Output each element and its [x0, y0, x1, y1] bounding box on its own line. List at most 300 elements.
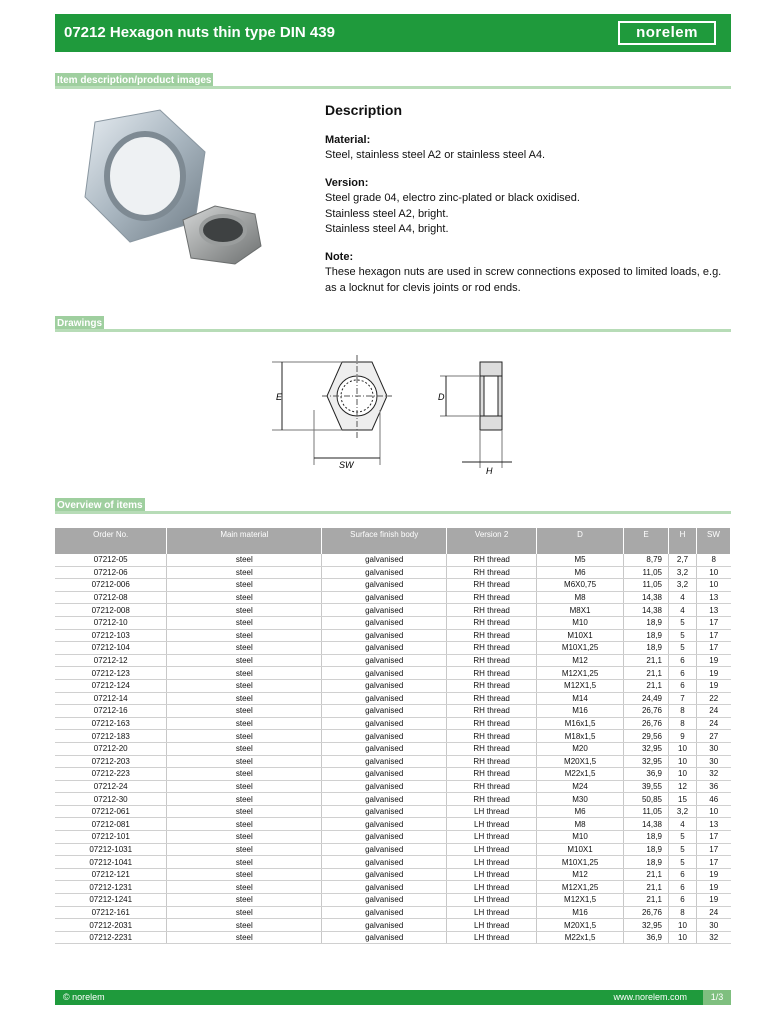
label-sw: SW: [339, 460, 354, 470]
table-cell: RH thread: [447, 554, 537, 566]
table-row: [55, 667, 731, 680]
table-cell: 14,38: [624, 818, 669, 831]
table-cell: M14: [537, 692, 624, 705]
table-cell: 18,9: [624, 831, 669, 844]
label-d: D: [438, 392, 445, 402]
table-cell: 30: [696, 742, 730, 755]
table-cell: 07212-24: [55, 780, 167, 793]
table-cell: 13: [696, 591, 730, 604]
table-cell: 5: [668, 843, 696, 856]
section-rule: [55, 511, 731, 514]
table-cell: M12X1,5: [537, 679, 624, 692]
table-cell: 8: [668, 906, 696, 919]
table-row: [55, 856, 731, 869]
table-cell: steel: [167, 768, 322, 781]
table-cell: LH thread: [447, 818, 537, 831]
table-cell: 10: [668, 755, 696, 768]
table-cell: 30: [696, 919, 730, 932]
section-label: Item description/product images: [57, 75, 212, 86]
table-cell: M20X1,5: [537, 919, 624, 932]
table-row: [55, 642, 731, 655]
table-cell: galvanised: [322, 805, 447, 818]
table-cell: 36: [696, 780, 730, 793]
table-cell: 3,2: [668, 566, 696, 579]
table-cell: 2,7: [668, 554, 696, 566]
table-cell: 7: [668, 692, 696, 705]
table-row: [55, 554, 731, 566]
table-row: [55, 730, 731, 743]
table-cell: 07212-10: [55, 616, 167, 629]
table-cell: steel: [167, 868, 322, 881]
table-cell: 5: [668, 616, 696, 629]
table-row: [55, 566, 731, 579]
table-row: [55, 894, 731, 907]
label-h: H: [486, 466, 493, 475]
table-cell: 4: [668, 591, 696, 604]
table-cell: 07212-06: [55, 566, 167, 579]
table-cell: 36,9: [624, 768, 669, 781]
table-cell: 26,76: [624, 705, 669, 718]
table-row: [55, 906, 731, 919]
table-cell: LH thread: [447, 831, 537, 844]
table-cell: M18x1,5: [537, 730, 624, 743]
col-header: Order No.: [55, 528, 167, 554]
table-cell: M8: [537, 591, 624, 604]
table-cell: steel: [167, 579, 322, 592]
table-cell: 07212-006: [55, 579, 167, 592]
table-cell: M30: [537, 793, 624, 806]
table-cell: M10X1,25: [537, 856, 624, 869]
table-cell: 22: [696, 692, 730, 705]
table-row: [55, 705, 731, 718]
table-cell: 21,1: [624, 894, 669, 907]
table-cell: 46: [696, 793, 730, 806]
table-cell: galvanised: [322, 642, 447, 655]
table-cell: 07212-1241: [55, 894, 167, 907]
table-cell: 4: [668, 818, 696, 831]
table-cell: 6: [668, 868, 696, 881]
table-cell: M8X1: [537, 604, 624, 617]
table-cell: 07212-30: [55, 793, 167, 806]
table-cell: M5: [537, 554, 624, 566]
table-cell: galvanised: [322, 730, 447, 743]
table-cell: 9: [668, 730, 696, 743]
table-cell: 26,76: [624, 717, 669, 730]
table-cell: LH thread: [447, 919, 537, 932]
table-cell: steel: [167, 755, 322, 768]
table-cell: 6: [668, 667, 696, 680]
table-cell: 07212-081: [55, 818, 167, 831]
table-cell: steel: [167, 654, 322, 667]
table-cell: 17: [696, 856, 730, 869]
table-cell: RH thread: [447, 780, 537, 793]
table-cell: 07212-123: [55, 667, 167, 680]
table-cell: 19: [696, 894, 730, 907]
table-cell: 36,9: [624, 931, 669, 944]
section-label: Overview of items: [57, 500, 143, 511]
col-header: SW: [696, 528, 730, 554]
table-cell: M10X1: [537, 843, 624, 856]
table-cell: 10: [668, 919, 696, 932]
table-row: [55, 768, 731, 781]
table-cell: 5: [668, 831, 696, 844]
table-cell: LH thread: [447, 881, 537, 894]
table-cell: steel: [167, 856, 322, 869]
table-row: [55, 742, 731, 755]
table-row: [55, 919, 731, 932]
table-cell: 07212-20: [55, 742, 167, 755]
table-cell: 07212-161: [55, 906, 167, 919]
table-header-row: [55, 528, 731, 554]
table-cell: galvanised: [322, 868, 447, 881]
table-cell: 07212-1041: [55, 856, 167, 869]
table-cell: 19: [696, 881, 730, 894]
table-cell: galvanised: [322, 629, 447, 642]
table-cell: galvanised: [322, 705, 447, 718]
product-photo: [55, 102, 275, 284]
table-cell: 15: [668, 793, 696, 806]
table-cell: LH thread: [447, 894, 537, 907]
table-cell: 10: [668, 742, 696, 755]
table-cell: 3,2: [668, 805, 696, 818]
table-row: [55, 579, 731, 592]
table-cell: galvanised: [322, 755, 447, 768]
col-header: Version 2: [447, 528, 537, 554]
col-header: H: [668, 528, 696, 554]
section-rule: [55, 329, 731, 332]
table-cell: 6: [668, 679, 696, 692]
table-cell: 07212-12: [55, 654, 167, 667]
table-cell: LH thread: [447, 856, 537, 869]
table-cell: steel: [167, 566, 322, 579]
table-cell: steel: [167, 931, 322, 944]
table-row: [55, 831, 731, 844]
note-text: These hexagon nuts are used in screw connections exposed to limited loads, e.g. as a locknut for clevis joints or rod ends.: [325, 266, 722, 294]
table-cell: RH thread: [447, 692, 537, 705]
table-cell: galvanised: [322, 780, 447, 793]
table-cell: RH thread: [447, 654, 537, 667]
norelem-logo: norelem: [618, 21, 716, 45]
table-cell: M22x1,5: [537, 931, 624, 944]
table-cell: M20X1,5: [537, 755, 624, 768]
table-cell: 8,79: [624, 554, 669, 566]
table-cell: 19: [696, 679, 730, 692]
table-cell: 07212-101: [55, 831, 167, 844]
table-cell: galvanised: [322, 604, 447, 617]
col-header: E: [624, 528, 669, 554]
table-row: [55, 755, 731, 768]
table-cell: steel: [167, 906, 322, 919]
table-cell: galvanised: [322, 843, 447, 856]
table-cell: 6: [668, 654, 696, 667]
table-row: [55, 931, 731, 944]
table-cell: 11,05: [624, 566, 669, 579]
table-cell: 26,76: [624, 906, 669, 919]
table-cell: galvanised: [322, 679, 447, 692]
table-cell: steel: [167, 881, 322, 894]
table-cell: 07212-14: [55, 692, 167, 705]
table-cell: 6: [668, 894, 696, 907]
table-cell: RH thread: [447, 591, 537, 604]
table-cell: 07212-08: [55, 591, 167, 604]
table-cell: 07212-1031: [55, 843, 167, 856]
table-cell: 07212-223: [55, 768, 167, 781]
table-cell: 24: [696, 906, 730, 919]
table-cell: galvanised: [322, 591, 447, 604]
table-cell: 18,9: [624, 856, 669, 869]
table-cell: 07212-061: [55, 805, 167, 818]
table-cell: steel: [167, 667, 322, 680]
table-cell: galvanised: [322, 831, 447, 844]
table-cell: 14,38: [624, 604, 669, 617]
table-cell: 5: [668, 856, 696, 869]
table-cell: 8: [668, 717, 696, 730]
table-cell: M16: [537, 705, 624, 718]
table-cell: steel: [167, 818, 322, 831]
description-heading: Description: [325, 102, 403, 118]
table-cell: 10: [696, 566, 730, 579]
table-row: [55, 780, 731, 793]
table-cell: 50,85: [624, 793, 669, 806]
table-row: [55, 692, 731, 705]
table-cell: galvanised: [322, 742, 447, 755]
table-cell: LH thread: [447, 805, 537, 818]
table-cell: 21,1: [624, 868, 669, 881]
table-cell: galvanised: [322, 856, 447, 869]
table-cell: galvanised: [322, 654, 447, 667]
table-cell: M6X0,75: [537, 579, 624, 592]
version-line: Steel grade 04, electro zinc-plated or black oxidised.: [325, 192, 580, 204]
table-cell: M24: [537, 780, 624, 793]
table-cell: 32: [696, 768, 730, 781]
table-cell: 17: [696, 843, 730, 856]
table-cell: 8: [696, 554, 730, 566]
table-cell: galvanised: [322, 894, 447, 907]
table-cell: 07212-16: [55, 705, 167, 718]
table-cell: M22x1,5: [537, 768, 624, 781]
table-cell: 18,9: [624, 629, 669, 642]
table-cell: galvanised: [322, 768, 447, 781]
table-cell: 39,55: [624, 780, 669, 793]
table-cell: M10: [537, 616, 624, 629]
table-row: [55, 805, 731, 818]
small-nut-hole: [201, 216, 245, 244]
table-cell: steel: [167, 780, 322, 793]
table-cell: M10: [537, 831, 624, 844]
table-row: [55, 679, 731, 692]
table-cell: 07212-124: [55, 679, 167, 692]
table-cell: galvanised: [322, 717, 447, 730]
table-row: [55, 604, 731, 617]
table-cell: 3,2: [668, 579, 696, 592]
table-cell: 21,1: [624, 654, 669, 667]
table-row: [55, 793, 731, 806]
table-cell: LH thread: [447, 931, 537, 944]
table-cell: steel: [167, 692, 322, 705]
table-cell: galvanised: [322, 881, 447, 894]
table-cell: steel: [167, 705, 322, 718]
table-cell: RH thread: [447, 629, 537, 642]
table-cell: M6: [537, 805, 624, 818]
table-cell: 07212-2231: [55, 931, 167, 944]
table-cell: galvanised: [322, 931, 447, 944]
table-cell: RH thread: [447, 742, 537, 755]
section-rule: [55, 86, 731, 89]
table-cell: RH thread: [447, 616, 537, 629]
table-cell: 18,9: [624, 843, 669, 856]
table-cell: 11,05: [624, 579, 669, 592]
table-cell: RH thread: [447, 642, 537, 655]
table-row: [55, 717, 731, 730]
table-cell: 11,05: [624, 805, 669, 818]
table-cell: LH thread: [447, 906, 537, 919]
table-cell: M16x1,5: [537, 717, 624, 730]
table-row: [55, 881, 731, 894]
table-cell: 10: [696, 805, 730, 818]
table-cell: galvanised: [322, 616, 447, 629]
table-cell: M8: [537, 818, 624, 831]
table-cell: steel: [167, 805, 322, 818]
table-cell: M12X1,5: [537, 894, 624, 907]
col-header: Main material: [167, 528, 322, 554]
table-cell: RH thread: [447, 755, 537, 768]
table-cell: M10X1,25: [537, 642, 624, 655]
table-cell: galvanised: [322, 919, 447, 932]
table-cell: 19: [696, 667, 730, 680]
table-cell: steel: [167, 591, 322, 604]
table-cell: RH thread: [447, 768, 537, 781]
table-cell: 07212-163: [55, 717, 167, 730]
section-label: Drawings: [57, 318, 103, 329]
table-cell: steel: [167, 793, 322, 806]
table-row: [55, 591, 731, 604]
section-overview: [55, 498, 731, 514]
table-cell: 10: [668, 931, 696, 944]
table-cell: 07212-203: [55, 755, 167, 768]
large-nut-hole: [107, 134, 183, 218]
material-label: Material:: [325, 133, 371, 146]
table-cell: steel: [167, 717, 322, 730]
table-cell: steel: [167, 604, 322, 617]
table-cell: steel: [167, 629, 322, 642]
table-cell: steel: [167, 894, 322, 907]
table-cell: 8: [668, 705, 696, 718]
table-cell: M12X1,25: [537, 881, 624, 894]
table-cell: 14,38: [624, 591, 669, 604]
table-cell: 32,95: [624, 919, 669, 932]
table-cell: 13: [696, 604, 730, 617]
table-cell: RH thread: [447, 679, 537, 692]
table-row: [55, 629, 731, 642]
description-block: [325, 103, 730, 296]
col-header: Surface finish body: [322, 528, 447, 554]
table-cell: steel: [167, 554, 322, 566]
table-cell: 27: [696, 730, 730, 743]
table-cell: 5: [668, 642, 696, 655]
table-cell: steel: [167, 831, 322, 844]
col-header: D: [537, 528, 624, 554]
table-cell: 19: [696, 868, 730, 881]
table-row: [55, 616, 731, 629]
table-cell: LH thread: [447, 843, 537, 856]
table-cell: galvanised: [322, 906, 447, 919]
table-cell: steel: [167, 679, 322, 692]
table-cell: galvanised: [322, 579, 447, 592]
table-cell: galvanised: [322, 566, 447, 579]
table-cell: M6: [537, 566, 624, 579]
table-cell: 07212-1231: [55, 881, 167, 894]
material-text: Steel, stainless steel A2 or stainless steel A4.: [325, 149, 546, 161]
table-cell: 32: [696, 931, 730, 944]
table-cell: RH thread: [447, 579, 537, 592]
table-cell: 17: [696, 616, 730, 629]
section-item-description: [55, 73, 731, 89]
website-link[interactable]: www.norelem.com: [613, 992, 687, 1002]
table-cell: galvanised: [322, 554, 447, 566]
table-cell: 18,9: [624, 616, 669, 629]
table-cell: RH thread: [447, 566, 537, 579]
table-cell: RH thread: [447, 667, 537, 680]
table-cell: 07212-103: [55, 629, 167, 642]
table-cell: steel: [167, 843, 322, 856]
table-cell: 4: [668, 604, 696, 617]
note-label: Note:: [325, 250, 354, 263]
table-cell: M10X1: [537, 629, 624, 642]
section-drawings: [55, 316, 731, 332]
page-title: 07212 Hexagon nuts thin type DIN 439: [64, 24, 335, 41]
page-footer: [55, 990, 731, 1005]
table-cell: 13: [696, 818, 730, 831]
table-cell: RH thread: [447, 705, 537, 718]
table-row: [55, 654, 731, 667]
page-number: 1/3: [703, 990, 731, 1005]
table-cell: RH thread: [447, 793, 537, 806]
technical-drawing: [262, 350, 512, 475]
table-row: [55, 818, 731, 831]
table-cell: galvanised: [322, 692, 447, 705]
table-cell: 21,1: [624, 881, 669, 894]
table-cell: RH thread: [447, 717, 537, 730]
table-cell: 24,49: [624, 692, 669, 705]
table-cell: steel: [167, 730, 322, 743]
table-cell: M16: [537, 906, 624, 919]
table-cell: 21,1: [624, 679, 669, 692]
version-label: Version:: [325, 176, 369, 189]
table-cell: LH thread: [447, 868, 537, 881]
table-cell: 10: [696, 579, 730, 592]
table-cell: 07212-2031: [55, 919, 167, 932]
table-cell: RH thread: [447, 730, 537, 743]
table-cell: steel: [167, 919, 322, 932]
table-cell: steel: [167, 642, 322, 655]
table-cell: 19: [696, 654, 730, 667]
table-cell: 24: [696, 717, 730, 730]
version-line: Stainless steel A2, bright.: [325, 207, 449, 220]
table-cell: 07212-121: [55, 868, 167, 881]
label-e: E: [276, 392, 283, 402]
table-cell: 30: [696, 755, 730, 768]
table-cell: 18,9: [624, 642, 669, 655]
table-cell: 07212-104: [55, 642, 167, 655]
version-line: Stainless steel A4, bright.: [325, 223, 449, 235]
copyright: © norelem: [63, 992, 105, 1002]
table-cell: RH thread: [447, 604, 537, 617]
table-row: [55, 843, 731, 856]
table-cell: M12: [537, 868, 624, 881]
table-cell: 32,95: [624, 742, 669, 755]
table-cell: 17: [696, 642, 730, 655]
table-cell: 10: [668, 768, 696, 781]
